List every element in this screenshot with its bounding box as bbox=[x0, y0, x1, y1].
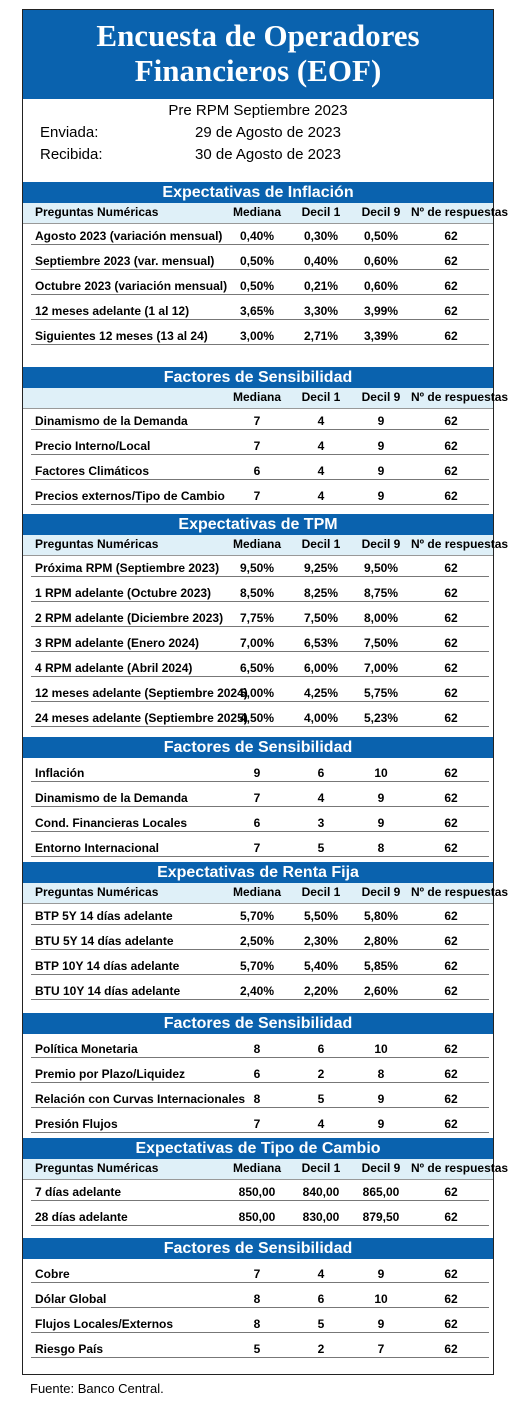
column-header-mediana: Mediana bbox=[232, 885, 281, 899]
cell-respuestas: 62 bbox=[444, 1185, 458, 1199]
cell-decil-9: 9 bbox=[377, 816, 385, 830]
cell-respuestas: 62 bbox=[444, 686, 458, 700]
row-underline bbox=[31, 831, 489, 832]
row-underline bbox=[31, 1082, 489, 1083]
title-line-1: Encuesta de Operadores bbox=[96, 18, 420, 53]
cell-mediana: 5 bbox=[253, 1342, 261, 1356]
row-underline bbox=[31, 1332, 489, 1333]
cell-decil-9: 5,85% bbox=[363, 959, 399, 973]
cell-respuestas: 62 bbox=[444, 1342, 458, 1356]
cell-label: Cond. Financieras Locales bbox=[35, 816, 188, 830]
table-row bbox=[23, 556, 493, 580]
cell-respuestas: 62 bbox=[444, 816, 458, 830]
column-header-decil-9: Decil 9 bbox=[361, 885, 401, 899]
cell-respuestas: 62 bbox=[444, 1317, 458, 1331]
cell-decil-1: 8,25% bbox=[303, 586, 339, 600]
cell-decil-1: 4 bbox=[317, 464, 325, 478]
table-row bbox=[23, 1205, 493, 1229]
cell-mediana: 7 bbox=[253, 439, 261, 453]
column-header-row bbox=[23, 883, 509, 904]
cell-decil-9: 8,00% bbox=[363, 611, 399, 625]
column-header-mediana: Mediana bbox=[232, 1161, 281, 1175]
cell-mediana: 6 bbox=[253, 816, 261, 830]
cell-mediana: 2,50% bbox=[239, 934, 275, 948]
cell-mediana: 5,00% bbox=[239, 686, 275, 700]
column-header-row bbox=[23, 535, 509, 556]
cell-label: Política Monetaria bbox=[35, 1042, 138, 1056]
column-header-decil-9: Decil 9 bbox=[361, 537, 401, 551]
row-underline bbox=[31, 1200, 489, 1201]
table-row bbox=[23, 606, 493, 630]
row-underline bbox=[31, 576, 489, 577]
table-row bbox=[23, 631, 493, 655]
cell-decil-9: 2,80% bbox=[363, 934, 399, 948]
row-underline bbox=[31, 1307, 489, 1308]
cell-respuestas: 62 bbox=[444, 661, 458, 675]
cell-respuestas: 62 bbox=[444, 934, 458, 948]
table-row bbox=[23, 459, 493, 483]
cell-decil-9: 8,75% bbox=[363, 586, 399, 600]
cell-decil-1: 0,40% bbox=[303, 254, 339, 268]
cell-label: Inflación bbox=[35, 766, 85, 780]
cell-label: Dinamismo de la Demanda bbox=[35, 414, 188, 428]
cell-decil-9: 8 bbox=[377, 841, 385, 855]
cell-respuestas: 62 bbox=[444, 489, 458, 503]
cell-label: Septiembre 2023 (var. mensual) bbox=[35, 254, 215, 268]
cell-mediana: 6 bbox=[253, 464, 261, 478]
table-row bbox=[23, 904, 493, 928]
row-underline bbox=[31, 856, 489, 857]
column-header-label: Preguntas Numéricas bbox=[35, 537, 159, 551]
cell-decil-9: 2,60% bbox=[363, 984, 399, 998]
cell-decil-1: 6,53% bbox=[303, 636, 339, 650]
cell-decil-1: 4 bbox=[317, 439, 325, 453]
cell-label: BTU 5Y 14 días adelante bbox=[35, 934, 174, 948]
table-row bbox=[23, 1337, 493, 1361]
cell-mediana: 3,65% bbox=[239, 304, 275, 318]
cell-decil-1: 0,30% bbox=[303, 229, 339, 243]
table-row bbox=[23, 484, 493, 508]
cell-decil-9: 9 bbox=[377, 1267, 385, 1281]
cell-label: Cobre bbox=[35, 1267, 70, 1281]
column-header-mediana: Mediana bbox=[232, 537, 281, 551]
table-row bbox=[23, 811, 493, 835]
cell-mediana: 7 bbox=[253, 841, 261, 855]
cell-label: 3 RPM adelante (Enero 2024) bbox=[35, 636, 200, 650]
cell-decil-9: 9,50% bbox=[363, 561, 399, 575]
cell-mediana: 7 bbox=[253, 1267, 261, 1281]
row-underline bbox=[31, 806, 489, 807]
cell-decil-1: 4 bbox=[317, 791, 325, 805]
cell-decil-1: 9,25% bbox=[303, 561, 339, 575]
row-underline bbox=[31, 504, 489, 505]
cell-respuestas: 62 bbox=[444, 254, 458, 268]
row-underline bbox=[31, 344, 489, 345]
cell-mediana: 7,00% bbox=[239, 636, 275, 650]
row-underline bbox=[31, 726, 489, 727]
cell-respuestas: 62 bbox=[444, 304, 458, 318]
cell-decil-1: 4,25% bbox=[303, 686, 339, 700]
cell-respuestas: 62 bbox=[444, 561, 458, 575]
cell-decil-1: 6,00% bbox=[303, 661, 339, 675]
column-header-label: Preguntas Numéricas bbox=[35, 885, 159, 899]
table-row bbox=[23, 786, 493, 810]
cell-respuestas: 62 bbox=[444, 711, 458, 725]
row-underline bbox=[31, 701, 489, 702]
cell-decil-1: 2,71% bbox=[303, 329, 339, 343]
cell-label: Dinamismo de la Demanda bbox=[35, 791, 188, 805]
cell-decil-1: 5 bbox=[317, 841, 325, 855]
table-row bbox=[23, 656, 493, 680]
cell-mediana: 8 bbox=[253, 1317, 261, 1331]
cell-mediana: 8,50% bbox=[239, 586, 275, 600]
received-label: Recibida: bbox=[40, 146, 103, 163]
cell-decil-9: 0,60% bbox=[363, 279, 399, 293]
cell-respuestas: 62 bbox=[444, 464, 458, 478]
section-header: Expectativas de Inflación bbox=[23, 182, 493, 203]
cell-respuestas: 62 bbox=[444, 841, 458, 855]
cell-label: BTP 5Y 14 días adelante bbox=[35, 909, 173, 923]
cell-decil-1: 6 bbox=[317, 766, 325, 780]
cell-label: Entorno Internacional bbox=[35, 841, 160, 855]
cell-respuestas: 62 bbox=[444, 1042, 458, 1056]
survey-frame bbox=[22, 9, 509, 1375]
column-header-mediana: Mediana bbox=[232, 205, 281, 219]
table-row bbox=[23, 299, 493, 323]
cell-respuestas: 62 bbox=[444, 1292, 458, 1306]
table-row bbox=[23, 1087, 493, 1111]
row-underline bbox=[31, 626, 489, 627]
column-header-respuestas: Nº de respuestas bbox=[411, 537, 509, 551]
sent-label: Enviada: bbox=[40, 124, 99, 141]
cell-decil-1: 5,50% bbox=[303, 909, 339, 923]
table-row bbox=[23, 1262, 493, 1286]
cell-decil-1: 5 bbox=[317, 1317, 325, 1331]
row-underline bbox=[31, 294, 489, 295]
table-row bbox=[23, 1180, 493, 1204]
cell-decil-9: 10 bbox=[374, 766, 388, 780]
cell-respuestas: 62 bbox=[444, 414, 458, 428]
section-header: Factores de Sensibilidad bbox=[23, 1238, 493, 1259]
cell-decil-9: 9 bbox=[377, 1317, 385, 1331]
column-header-label: Preguntas Numéricas bbox=[35, 205, 159, 219]
cell-decil-1: 0,21% bbox=[303, 279, 339, 293]
row-underline bbox=[31, 269, 489, 270]
table-row bbox=[23, 274, 493, 298]
cell-mediana: 8 bbox=[253, 1292, 261, 1306]
cell-decil-9: 9 bbox=[377, 1117, 385, 1131]
section-header: Expectativas de Renta Fija bbox=[23, 862, 493, 883]
cell-label: Próxima RPM (Septiembre 2023) bbox=[35, 561, 220, 575]
cell-mediana: 0,50% bbox=[239, 254, 275, 268]
cell-respuestas: 62 bbox=[444, 279, 458, 293]
cell-decil-1: 3,30% bbox=[303, 304, 339, 318]
row-underline bbox=[31, 319, 489, 320]
column-header-respuestas: Nº de respuestas bbox=[411, 885, 509, 899]
table-row bbox=[23, 1312, 493, 1336]
cell-decil-1: 4 bbox=[317, 414, 325, 428]
cell-respuestas: 62 bbox=[444, 1117, 458, 1131]
cell-label: Relación con Curvas Internacionales bbox=[35, 1092, 246, 1106]
cell-decil-9: 5,23% bbox=[363, 711, 399, 725]
cell-respuestas: 62 bbox=[444, 909, 458, 923]
row-underline bbox=[31, 949, 489, 950]
cell-decil-9: 3,99% bbox=[363, 304, 399, 318]
column-header-row bbox=[23, 1159, 509, 1180]
cell-mediana: 6 bbox=[253, 1067, 261, 1081]
cell-label: 28 días adelante bbox=[35, 1210, 128, 1224]
cell-label: Flujos Locales/Externos bbox=[35, 1317, 174, 1331]
row-underline bbox=[31, 601, 489, 602]
table-row bbox=[23, 581, 493, 605]
row-underline bbox=[31, 1057, 489, 1058]
column-header-respuestas: Nº de respuestas bbox=[411, 1161, 509, 1175]
cell-label: Octubre 2023 (variación mensual) bbox=[35, 279, 228, 293]
cell-mediana: 0,50% bbox=[239, 279, 275, 293]
cell-label: 24 meses adelante (Septiembre 2025) bbox=[35, 711, 248, 725]
table-row bbox=[23, 434, 493, 458]
cell-label: 1 RPM adelante (Octubre 2023) bbox=[35, 586, 212, 600]
title-line-2: Financieros (EOF) bbox=[134, 53, 382, 88]
cell-label: BTP 10Y 14 días adelante bbox=[35, 959, 180, 973]
table-row bbox=[23, 249, 493, 273]
cell-mediana: 5,70% bbox=[239, 959, 275, 973]
column-header-decil-9: Decil 9 bbox=[361, 205, 401, 219]
table-row bbox=[23, 224, 493, 248]
cell-respuestas: 62 bbox=[444, 229, 458, 243]
cell-respuestas: 62 bbox=[444, 611, 458, 625]
cell-decil-9: 0,60% bbox=[363, 254, 399, 268]
table-row bbox=[23, 324, 493, 348]
cell-decil-1: 4 bbox=[317, 1117, 325, 1131]
table-row bbox=[23, 979, 493, 1003]
row-underline bbox=[31, 429, 489, 430]
cell-mediana: 7 bbox=[253, 414, 261, 428]
section-header: Factores de Sensibilidad bbox=[23, 1013, 493, 1034]
column-header-decil-9: Decil 9 bbox=[361, 1161, 401, 1175]
cell-mediana: 8 bbox=[253, 1042, 261, 1056]
column-header-respuestas: Nº de respuestas bbox=[411, 205, 509, 219]
survey-subtitle: Pre RPM Septiembre 2023 bbox=[168, 102, 348, 119]
cell-mediana: 7,75% bbox=[239, 611, 275, 625]
cell-decil-1: 2,20% bbox=[303, 984, 339, 998]
cell-decil-9: 9 bbox=[377, 414, 385, 428]
cell-decil-1: 2,30% bbox=[303, 934, 339, 948]
row-underline bbox=[31, 1357, 489, 1358]
cell-decil-9: 7 bbox=[377, 1342, 385, 1356]
cell-respuestas: 62 bbox=[444, 1067, 458, 1081]
cell-decil-9: 879,50 bbox=[362, 1210, 400, 1224]
table-row bbox=[23, 681, 493, 705]
row-underline bbox=[31, 1282, 489, 1283]
column-header-decil-1: Decil 1 bbox=[301, 390, 341, 404]
row-underline bbox=[31, 651, 489, 652]
cell-mediana: 8 bbox=[253, 1092, 261, 1106]
cell-decil-1: 7,50% bbox=[303, 611, 339, 625]
row-underline bbox=[31, 781, 489, 782]
cell-respuestas: 62 bbox=[444, 1267, 458, 1281]
table-row bbox=[23, 836, 493, 860]
cell-decil-9: 9 bbox=[377, 464, 385, 478]
column-header-decil-9: Decil 9 bbox=[361, 390, 401, 404]
table-row bbox=[23, 409, 493, 433]
cell-decil-1: 2 bbox=[317, 1067, 325, 1081]
cell-decil-9: 9 bbox=[377, 791, 385, 805]
cell-label: Siguientes 12 meses (13 al 24) bbox=[35, 329, 208, 343]
cell-mediana: 9,50% bbox=[239, 561, 275, 575]
cell-decil-1: 5 bbox=[317, 1092, 325, 1106]
cell-mediana: 0,40% bbox=[239, 229, 275, 243]
cell-mediana: 5,70% bbox=[239, 909, 275, 923]
row-underline bbox=[31, 1225, 489, 1226]
section-header: Factores de Sensibilidad bbox=[23, 367, 493, 388]
row-underline bbox=[31, 454, 489, 455]
cell-decil-9: 5,80% bbox=[363, 909, 399, 923]
cell-respuestas: 62 bbox=[444, 636, 458, 650]
received-date: 30 de Agosto de 2023 bbox=[195, 146, 341, 163]
survey-title bbox=[23, 10, 493, 99]
cell-mediana: 9 bbox=[253, 766, 261, 780]
column-header-respuestas: Nº de respuestas bbox=[411, 390, 509, 404]
table-row bbox=[23, 929, 493, 953]
cell-mediana: 4,50% bbox=[239, 711, 275, 725]
column-header-decil-1: Decil 1 bbox=[301, 1161, 341, 1175]
cell-label: 12 meses adelante (1 al 12) bbox=[35, 304, 190, 318]
cell-label: Factores Climáticos bbox=[35, 464, 150, 478]
cell-decil-9: 9 bbox=[377, 489, 385, 503]
column-header-label: Preguntas Numéricas bbox=[35, 1161, 159, 1175]
cell-respuestas: 62 bbox=[444, 1210, 458, 1224]
cell-decil-9: 9 bbox=[377, 1092, 385, 1106]
cell-decil-9: 3,39% bbox=[363, 329, 399, 343]
section-header: Expectativas de Tipo de Cambio bbox=[23, 1138, 493, 1159]
cell-label: 2 RPM adelante (Diciembre 2023) bbox=[35, 611, 224, 625]
cell-respuestas: 62 bbox=[444, 439, 458, 453]
table-row bbox=[23, 706, 493, 730]
column-header-row bbox=[23, 203, 509, 224]
table-row bbox=[23, 1037, 493, 1061]
cell-decil-1: 4 bbox=[317, 489, 325, 503]
cell-label: 12 meses adelante (Septiembre 2024) bbox=[35, 686, 248, 700]
row-underline bbox=[31, 676, 489, 677]
cell-decil-1: 5,40% bbox=[303, 959, 339, 973]
cell-respuestas: 62 bbox=[444, 586, 458, 600]
row-underline bbox=[31, 244, 489, 245]
row-underline bbox=[31, 479, 489, 480]
cell-label: Dólar Global bbox=[35, 1292, 107, 1306]
cell-mediana: 850,00 bbox=[238, 1185, 276, 1199]
cell-label: Riesgo País bbox=[35, 1342, 104, 1356]
cell-mediana: 3,00% bbox=[239, 329, 275, 343]
row-underline bbox=[31, 974, 489, 975]
cell-decil-9: 0,50% bbox=[363, 229, 399, 243]
cell-mediana: 7 bbox=[253, 791, 261, 805]
cell-decil-1: 6 bbox=[317, 1042, 325, 1056]
cell-label: 4 RPM adelante (Abril 2024) bbox=[35, 661, 193, 675]
cell-decil-9: 7,00% bbox=[363, 661, 399, 675]
cell-mediana: 850,00 bbox=[238, 1210, 276, 1224]
cell-decil-9: 7,50% bbox=[363, 636, 399, 650]
cell-mediana: 6,50% bbox=[239, 661, 275, 675]
cell-decil-1: 840,00 bbox=[302, 1185, 340, 1199]
cell-mediana: 7 bbox=[253, 489, 261, 503]
cell-respuestas: 62 bbox=[444, 329, 458, 343]
cell-mediana: 2,40% bbox=[239, 984, 275, 998]
row-underline bbox=[31, 1107, 489, 1108]
column-header-decil-1: Decil 1 bbox=[301, 537, 341, 551]
column-header-row bbox=[23, 388, 509, 409]
cell-respuestas: 62 bbox=[444, 984, 458, 998]
cell-decil-9: 9 bbox=[377, 439, 385, 453]
cell-label: Precio Interno/Local bbox=[35, 439, 151, 453]
cell-decil-1: 2 bbox=[317, 1342, 325, 1356]
cell-mediana: 7 bbox=[253, 1117, 261, 1131]
table-row bbox=[23, 1062, 493, 1086]
cell-decil-9: 865,00 bbox=[362, 1185, 400, 1199]
table-row bbox=[23, 761, 493, 785]
sent-date: 29 de Agosto de 2023 bbox=[195, 124, 341, 141]
row-underline bbox=[31, 1132, 489, 1133]
table-row bbox=[23, 1112, 493, 1136]
column-header-decil-1: Decil 1 bbox=[301, 205, 341, 219]
cell-decil-1: 6 bbox=[317, 1292, 325, 1306]
cell-label: Agosto 2023 (variación mensual) bbox=[35, 229, 223, 243]
cell-respuestas: 62 bbox=[444, 766, 458, 780]
section-header: Factores de Sensibilidad bbox=[23, 737, 493, 758]
source-note: Fuente: Banco Central. bbox=[30, 1381, 164, 1396]
cell-decil-1: 3 bbox=[317, 816, 325, 830]
cell-label: BTU 10Y 14 días adelante bbox=[35, 984, 181, 998]
cell-label: Precios externos/Tipo de Cambio bbox=[35, 489, 225, 503]
cell-decil-1: 4,00% bbox=[303, 711, 339, 725]
cell-decil-9: 5,75% bbox=[363, 686, 399, 700]
cell-label: Premio por Plazo/Liquidez bbox=[35, 1067, 186, 1081]
column-header-decil-1: Decil 1 bbox=[301, 885, 341, 899]
cell-decil-9: 10 bbox=[374, 1292, 388, 1306]
table-row bbox=[23, 954, 493, 978]
cell-decil-1: 4 bbox=[317, 1267, 325, 1281]
table-row bbox=[23, 1287, 493, 1311]
cell-decil-9: 8 bbox=[377, 1067, 385, 1081]
cell-decil-9: 10 bbox=[374, 1042, 388, 1056]
cell-respuestas: 62 bbox=[444, 791, 458, 805]
cell-label: 7 días adelante bbox=[35, 1185, 122, 1199]
column-header-mediana: Mediana bbox=[232, 390, 281, 404]
row-underline bbox=[31, 924, 489, 925]
cell-label: Presión Flujos bbox=[35, 1117, 118, 1131]
row-underline bbox=[31, 999, 489, 1000]
cell-respuestas: 62 bbox=[444, 1092, 458, 1106]
cell-respuestas: 62 bbox=[444, 959, 458, 973]
cell-decil-1: 830,00 bbox=[302, 1210, 340, 1224]
section-header: Expectativas de TPM bbox=[23, 514, 493, 535]
